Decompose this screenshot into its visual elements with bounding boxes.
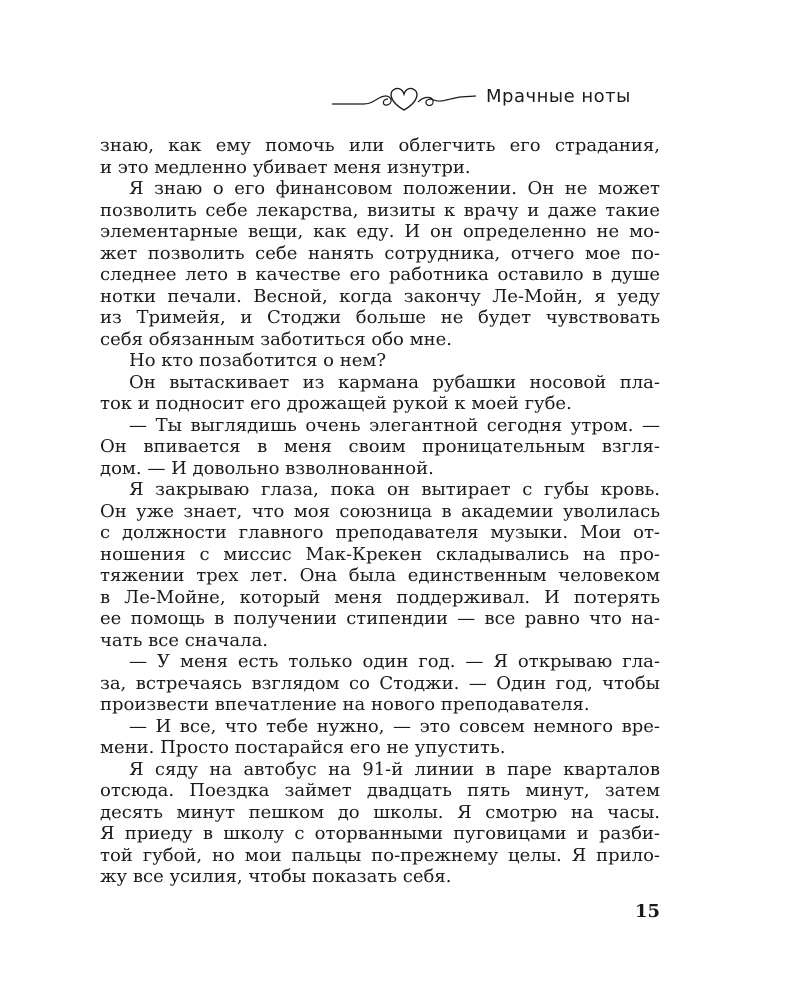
text-line: знаю, как ему помочь или облегчить его страдания, — [100, 135, 660, 156]
text-line: чать все сначала. — [100, 629, 269, 651]
text-line: Я сяду на автобус на 91-й линии в паре кварталов — [129, 758, 660, 780]
running-header — [330, 80, 670, 116]
text-line: произвести впечатление на нового преподавателя. — [100, 694, 590, 715]
text-line: Я знаю о его финансовом положении. Он не может — [129, 178, 660, 199]
text-line: Он впивается в меня своим проницательным взгля- — [100, 436, 660, 457]
text-line: элементарные вещи, как еду. И он определенно не мо- — [100, 221, 660, 242]
text-line: из Тримейя, и Стоджи больше не будет чувствовать — [100, 307, 660, 328]
text-line: в Ле-Мойне, который меня поддерживал. И потерять — [100, 586, 660, 608]
text-line: Я закрываю глаза, пока он вытирает с губы кровь. — [129, 479, 660, 500]
body-text — [100, 135, 660, 888]
text-line: тяжении трех лет. Она была единственным человеком — [100, 565, 660, 586]
text-line: с должности главного преподавателя музыки. Мои от- — [100, 522, 660, 543]
text-line: себя обязанным заботиться обо мне. — [100, 328, 452, 350]
text-line: Он уже знает, что моя союзница в академии уволилась — [100, 500, 660, 522]
text-line: Но кто позаботится о нем? — [129, 350, 387, 371]
text-line: Он вытаскивает из кармана рубашки носовой пла- — [129, 371, 660, 393]
text-line: позволить себе лекарства, визиты к врачу и даже такие — [100, 199, 660, 221]
text-line: — Ты выглядишь очень элегантной сегодня утром. — — [129, 414, 660, 436]
text-line: и это медленно убивает меня изнутри. — [100, 156, 471, 178]
text-line: — И все, что тебе нужно, — это совсем немного вре- — [129, 715, 660, 737]
heart-swirl-ornament-icon — [330, 84, 478, 114]
text-line: нотки печали. Весной, когда закончу Ле-Мойн, я уеду — [100, 285, 660, 307]
text-line: — У меня есть только один год. — Я открываю гла- — [129, 651, 660, 672]
text-line: жу все усилия, чтобы показать себя. — [100, 866, 452, 887]
text-line: жет позволить себе нанять сотрудника, отчего мое по- — [100, 242, 660, 264]
text-line: ток и подносит его дрожащей рукой к моей губе. — [100, 393, 572, 414]
text-line: ношения с миссис Мак-Крекен складывались на про- — [100, 543, 660, 565]
text-line: той губой, но мои пальцы по-прежнему целы. Я прило- — [100, 844, 660, 866]
text-line: десять минут пешком до школы. Я смотрю на часы. — [100, 801, 660, 823]
page-number: 15 — [634, 901, 660, 922]
text-line: отсюда. Поездка займет двадцать пять минут, затем — [100, 780, 660, 801]
text-line: за, встречаясь взглядом со Стоджи. — Один год, чтобы — [100, 672, 660, 694]
text-line: следнее лето в качестве его работника оставило в душе — [100, 264, 660, 285]
text-line: Я приеду в школу с оторванными пуговицами и разби- — [100, 823, 660, 844]
text-line: мени. Просто постарайся его не упустить. — [100, 737, 506, 758]
text-line: дом. — И довольно взволнованной. — [100, 457, 434, 479]
text-line: ее помощь в получении стипендии — все равно что на- — [100, 608, 660, 629]
running-title: Мрачные ноты — [486, 86, 631, 107]
